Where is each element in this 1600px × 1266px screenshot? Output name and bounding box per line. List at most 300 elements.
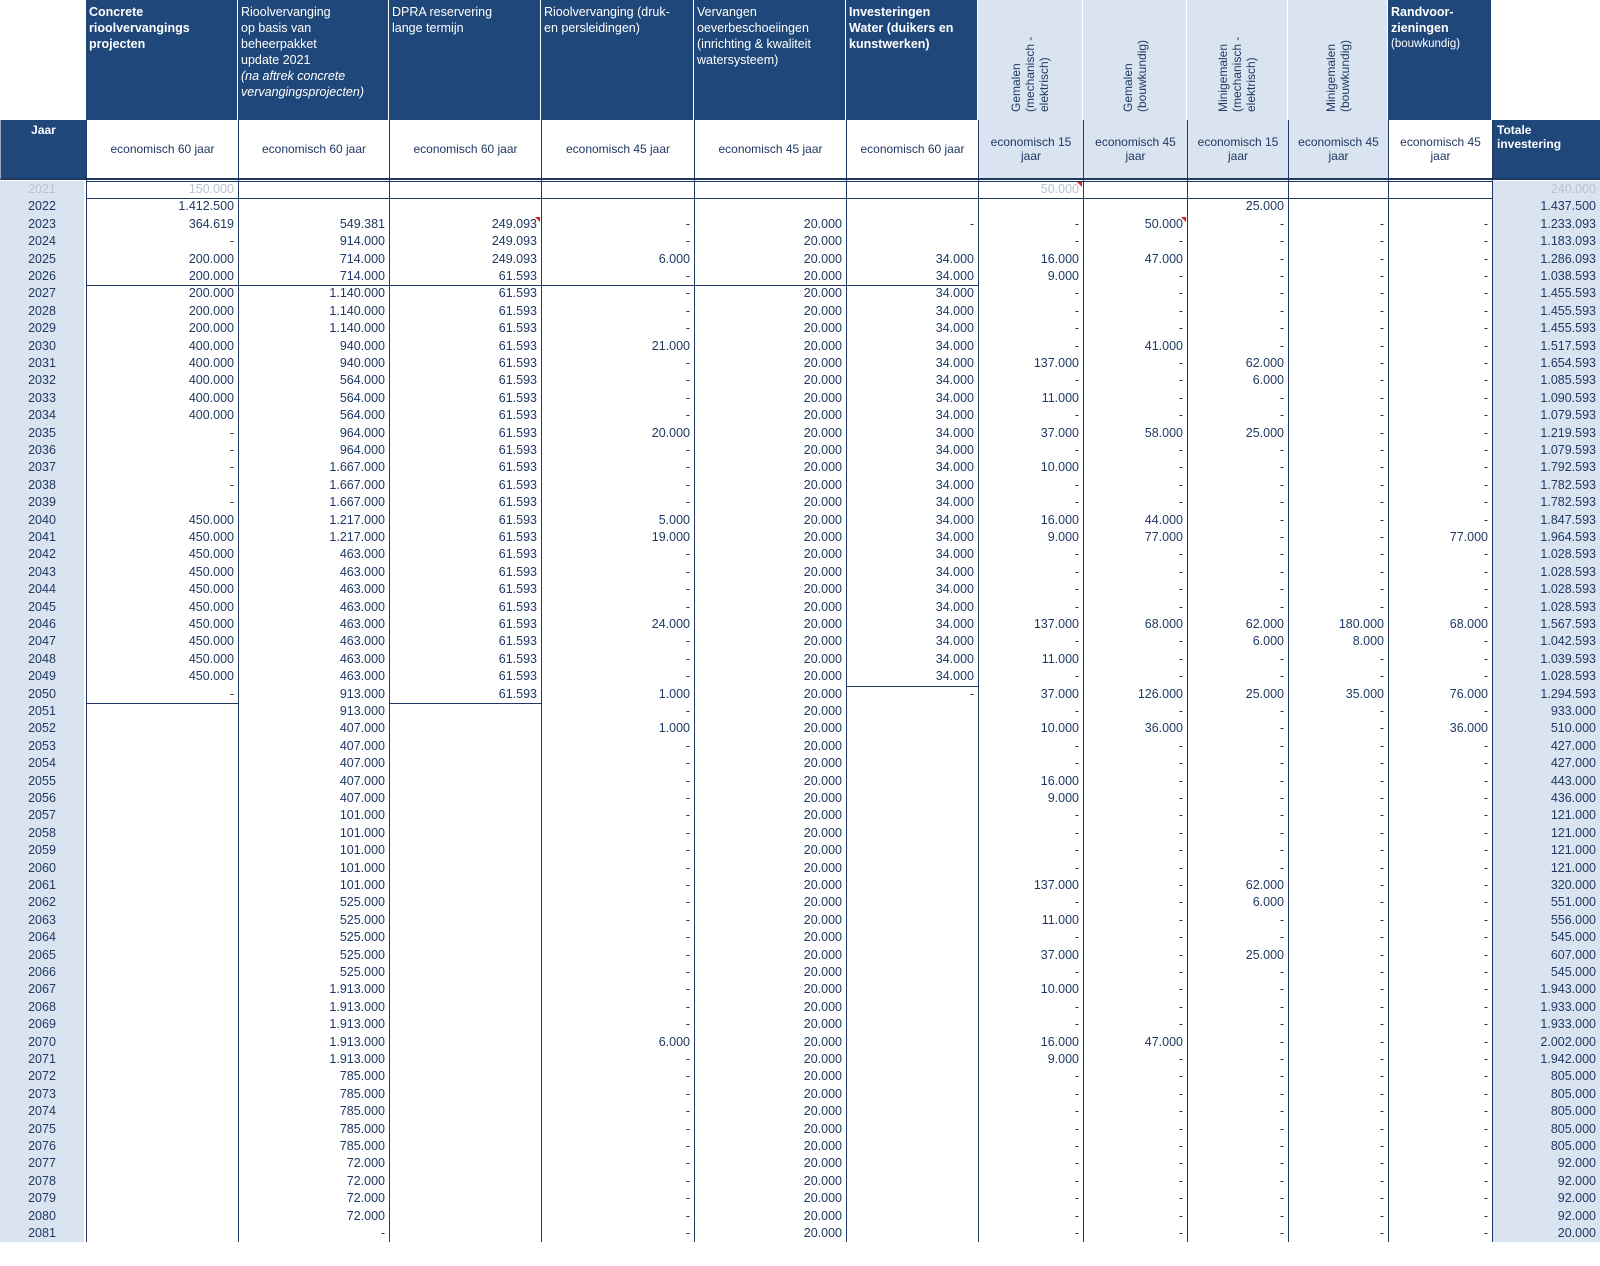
value-cell: 400.000 (188, 356, 234, 370)
value-cell: - (1483, 947, 1488, 962)
value-cell: 940.000 (339, 338, 385, 353)
value-cell: 6.000 (1252, 373, 1284, 388)
value-cell: - (685, 808, 690, 823)
value-cell: 200.000 (188, 269, 234, 283)
value-cell: 525.000 (339, 965, 385, 979)
value-cell: - (1279, 860, 1284, 875)
value-cell: - (1178, 1086, 1183, 1101)
header-line: op basis van (241, 21, 312, 35)
value-cell: 20.000 (803, 669, 842, 684)
value-cell: 61.593 (498, 512, 537, 527)
year-cell: 2037 (0, 459, 84, 476)
header-line: oeverbeschoeiingen (697, 21, 809, 35)
value-cell: 463.000 (339, 634, 385, 649)
value-cell: - (1074, 1086, 1079, 1101)
value-cell: - (1279, 1173, 1284, 1188)
value-cell: - (685, 773, 690, 788)
value-cell: 25.000 (1245, 686, 1284, 701)
value-cell: 200.000 (188, 286, 234, 301)
value-cell: 785.000 (339, 1139, 385, 1153)
value-cell: 21.000 (651, 338, 690, 353)
total-cell: 121.000 (1492, 825, 1600, 842)
value-cell: 11.000 (1041, 912, 1079, 927)
value-cell: 72.000 (346, 1173, 385, 1188)
year-cell: 2061 (0, 877, 84, 894)
year-cell: 2048 (0, 651, 84, 668)
year-cell: 2033 (0, 390, 84, 407)
total-cell: 805.000 (1492, 1103, 1600, 1120)
value-cell: 77.000 (1449, 530, 1488, 544)
value-cell: 50.000 (1040, 182, 1079, 196)
total-cell: 320.000 (1492, 877, 1600, 894)
value-cell: - (1178, 547, 1183, 562)
year-cell: 2054 (0, 755, 84, 772)
grid-line-vertical (238, 120, 239, 1242)
value-cell: 44.000 (1144, 512, 1183, 527)
column-header-vertical-label (1009, 37, 1051, 112)
value-cell: 61.593 (498, 408, 537, 423)
grid-line-vertical (389, 120, 390, 1242)
value-cell: - (685, 216, 690, 231)
value-cell: 463.000 (339, 599, 385, 614)
total-cell: 1.782.593 (1492, 494, 1600, 511)
value-cell: - (685, 443, 690, 457)
year-cell: 2081 (0, 1225, 84, 1242)
value-cell: - (1379, 303, 1384, 318)
value-cell: - (1379, 1173, 1384, 1188)
value-cell: 20.000 (803, 617, 842, 631)
comment-marker (535, 217, 540, 222)
value-cell: - (1279, 825, 1284, 840)
value-cell: - (1379, 930, 1384, 945)
total-cell: 805.000 (1492, 1138, 1600, 1155)
value-cell: - (1178, 1104, 1183, 1119)
value-cell: 463.000 (339, 617, 385, 631)
value-cell: - (1178, 1191, 1183, 1206)
total-cell: 436.000 (1492, 790, 1600, 807)
total-cell: 933.000 (1492, 703, 1600, 720)
value-cell: - (1178, 356, 1183, 370)
value-cell: 20.000 (803, 408, 842, 423)
grid-line-horizontal (86, 198, 1492, 199)
total-cell: 805.000 (1492, 1121, 1600, 1138)
value-cell: 8.000 (1352, 634, 1384, 649)
value-cell: 525.000 (339, 912, 385, 927)
value-cell: - (685, 1226, 690, 1240)
value-cell: 1.667.000 (329, 495, 385, 510)
grid-line-vertical (86, 120, 87, 1242)
total-cell: 1.028.593 (1492, 668, 1600, 685)
value-cell: - (1074, 999, 1079, 1014)
value-cell: - (685, 1069, 690, 1084)
header-line: Gemalen (1009, 63, 1023, 112)
header-line: Randvoor- (1391, 5, 1454, 19)
total-cell: 1.782.593 (1492, 477, 1600, 494)
value-cell: - (1379, 1121, 1384, 1136)
value-cell: 20.000 (803, 512, 842, 527)
total-cell: 545.000 (1492, 929, 1600, 946)
value-cell: - (1379, 1208, 1384, 1223)
value-cell: 47.000 (1144, 251, 1183, 266)
value-cell: 20.000 (803, 999, 842, 1014)
value-cell: - (1483, 651, 1488, 666)
value-cell: - (1178, 947, 1183, 962)
value-cell: - (685, 1121, 690, 1136)
value-cell: - (229, 443, 234, 457)
value-cell: - (1279, 930, 1284, 945)
value-cell: 964.000 (339, 443, 385, 457)
year-cell: 2024 (0, 233, 84, 250)
value-cell: 914.000 (339, 234, 385, 249)
value-cell: 20.000 (803, 756, 842, 771)
value-cell: - (1178, 704, 1183, 718)
header-line: Concrete (89, 5, 144, 19)
grid-line-vertical (694, 120, 695, 1242)
value-cell: - (1074, 599, 1079, 614)
value-cell: - (1483, 791, 1488, 805)
value-cell: - (1379, 547, 1384, 562)
header-line: Rioolvervanging (241, 5, 331, 19)
value-cell: 20.000 (803, 460, 842, 475)
value-cell: 20.000 (803, 425, 842, 440)
value-cell: - (1178, 495, 1183, 510)
year-cell: 2032 (0, 372, 84, 389)
value-cell: 34.000 (935, 303, 974, 318)
value-cell: - (1074, 860, 1079, 875)
value-cell: 20.000 (803, 303, 842, 318)
header-line: (mechanisch - (1023, 36, 1037, 112)
value-cell: 19.000 (651, 530, 690, 544)
value-cell: - (1483, 808, 1488, 823)
value-cell: - (685, 234, 690, 249)
value-cell: - (1483, 878, 1488, 892)
column-header-10 (1288, 0, 1387, 120)
value-cell: - (1483, 460, 1488, 475)
value-cell: - (1483, 912, 1488, 927)
value-cell: - (1178, 1121, 1183, 1136)
value-cell: 407.000 (339, 738, 385, 753)
year-cell: 2075 (0, 1121, 84, 1138)
value-cell: 34.000 (935, 651, 974, 666)
value-cell: 137.000 (1033, 356, 1079, 370)
value-cell: - (1483, 286, 1488, 301)
value-cell: 20.000 (803, 1139, 842, 1153)
value-cell: 34.000 (935, 443, 974, 457)
value-cell: 61.593 (498, 634, 537, 649)
value-cell: - (1074, 1069, 1079, 1084)
value-cell: - (1379, 512, 1384, 527)
value-cell: - (1279, 912, 1284, 927)
year-cell: 2058 (0, 825, 84, 842)
value-cell: - (685, 564, 690, 579)
value-cell: - (1074, 930, 1079, 945)
value-cell: - (1379, 1086, 1384, 1101)
header-line: Minigemalen (1216, 43, 1230, 112)
column-header-1 (86, 0, 237, 120)
value-cell: - (685, 582, 690, 597)
year-cell: 2072 (0, 1068, 84, 1085)
value-cell: 61.593 (498, 390, 537, 405)
header-line: beheerpakket (241, 37, 317, 51)
value-cell: 407.000 (339, 791, 385, 805)
year-cell: 2049 (0, 668, 84, 685)
grid-line-horizontal (86, 181, 1492, 182)
value-cell: 20.000 (803, 1191, 842, 1206)
header-line: Gemalen (1120, 63, 1135, 112)
grid-line-horizontal (389, 703, 541, 704)
value-cell: 61.593 (498, 669, 537, 684)
value-cell: 62.000 (1245, 878, 1284, 892)
value-cell: - (685, 390, 690, 405)
value-cell: 101.000 (339, 860, 385, 875)
value-cell: - (1279, 1104, 1284, 1119)
total-cell: 1.517.593 (1492, 338, 1600, 355)
value-cell: 1.140.000 (329, 303, 385, 318)
value-cell: 34.000 (935, 617, 974, 631)
value-cell: - (1379, 721, 1384, 736)
total-cell: 1.933.000 (1492, 999, 1600, 1016)
value-cell: - (1483, 860, 1488, 875)
value-cell: - (1483, 495, 1488, 510)
value-cell: 1.913.000 (329, 1017, 385, 1032)
value-cell: 20.000 (803, 286, 842, 301)
total-header-line: investering (1497, 137, 1562, 151)
value-cell: - (1178, 773, 1183, 788)
value-cell: - (1178, 1173, 1183, 1188)
value-cell: - (1074, 634, 1079, 649)
column-header-vertical-label (1216, 37, 1258, 112)
column-header-7 (978, 0, 1082, 120)
value-cell: 20.000 (803, 338, 842, 353)
value-cell: - (1483, 338, 1488, 353)
value-cell: 20.000 (803, 390, 842, 405)
year-cell: 2056 (0, 790, 84, 807)
value-cell: - (1379, 808, 1384, 823)
value-cell: 400.000 (188, 390, 234, 405)
subheader-9: economisch 15 jaar (1187, 120, 1288, 180)
year-cell: 2052 (0, 720, 84, 737)
value-cell: 11.000 (1041, 651, 1079, 666)
value-cell: - (685, 460, 690, 475)
value-cell: 20.000 (803, 1121, 842, 1136)
value-cell: - (1279, 460, 1284, 475)
value-cell: - (1379, 425, 1384, 440)
value-cell: 34.000 (935, 477, 974, 492)
value-cell: 20.000 (803, 216, 842, 231)
value-cell: - (685, 930, 690, 945)
value-cell: 200.000 (188, 251, 234, 266)
value-cell: - (1483, 895, 1488, 910)
value-cell: - (1279, 547, 1284, 562)
value-cell: - (1279, 321, 1284, 336)
total-cell: 1.028.593 (1492, 599, 1600, 616)
value-cell: 6.000 (1252, 634, 1284, 649)
value-cell: - (685, 495, 690, 510)
value-cell: - (1279, 251, 1284, 266)
value-cell: - (1074, 303, 1079, 318)
value-cell: - (1379, 234, 1384, 249)
total-cell: 1.567.593 (1492, 616, 1600, 633)
value-cell: - (685, 1052, 690, 1066)
year-cell: 2065 (0, 947, 84, 964)
value-cell: 450.000 (188, 651, 234, 666)
subheader-5: economisch 45 jaar (694, 120, 846, 180)
value-cell: 1.913.000 (329, 999, 385, 1014)
value-cell: - (1178, 390, 1183, 405)
value-cell: 364.619 (188, 216, 234, 231)
value-cell: - (1178, 1139, 1183, 1153)
header-line: elektrisch) (1037, 57, 1051, 112)
value-cell: - (1379, 443, 1384, 457)
value-cell: - (1074, 1017, 1079, 1032)
value-cell: 58.000 (1144, 425, 1183, 440)
value-cell: 61.593 (498, 599, 537, 614)
value-cell: 34.000 (935, 286, 974, 301)
header-line: Minigemalen (1323, 43, 1338, 112)
value-cell: - (685, 356, 690, 370)
value-cell: 1.217.000 (329, 512, 385, 527)
header-line: zieningen (1391, 21, 1449, 35)
value-cell: - (1379, 773, 1384, 788)
total-header-line: Totale (1497, 123, 1532, 137)
value-cell: - (1178, 1156, 1183, 1171)
total-cell: 1.455.593 (1492, 303, 1600, 320)
value-cell: 36.000 (1449, 721, 1488, 736)
value-cell: 400.000 (188, 373, 234, 388)
total-cell: 1.964.593 (1492, 529, 1600, 546)
value-cell: - (1379, 1034, 1384, 1049)
total-cell: 1.028.593 (1492, 546, 1600, 563)
value-cell: 450.000 (188, 547, 234, 562)
value-cell: - (1483, 356, 1488, 370)
value-cell: - (1178, 408, 1183, 423)
value-cell: - (229, 686, 234, 701)
value-cell: - (1178, 373, 1183, 388)
value-cell: 10.000 (1040, 982, 1079, 997)
value-cell: - (1483, 425, 1488, 440)
header-line: (mechanisch - (1230, 36, 1244, 112)
header-line: (bouwkundig) (1134, 39, 1149, 112)
total-cell: 92.000 (1492, 1190, 1600, 1207)
value-cell: - (1483, 564, 1488, 579)
total-cell: 1.942.000 (1492, 1051, 1600, 1068)
value-cell: 61.593 (498, 443, 537, 457)
value-cell: 20.000 (803, 547, 842, 562)
value-cell: 249.093 (491, 251, 537, 266)
value-cell: - (1279, 738, 1284, 753)
value-cell: - (1279, 530, 1284, 544)
value-cell: - (1178, 756, 1183, 771)
value-cell: - (1279, 1086, 1284, 1101)
value-cell: - (1074, 669, 1079, 684)
value-cell: 20.000 (803, 321, 842, 336)
value-cell: - (1074, 234, 1079, 249)
value-cell: 20.000 (803, 269, 842, 283)
column-header-6 (846, 0, 977, 120)
value-cell: 20.000 (803, 704, 842, 718)
value-cell: - (229, 495, 234, 510)
column-header-vertical-label (1121, 40, 1149, 112)
value-cell: 400.000 (188, 338, 234, 353)
value-cell: 785.000 (339, 1121, 385, 1136)
value-cell: 61.593 (498, 651, 537, 666)
value-cell: - (685, 634, 690, 649)
year-cell: 2022 (0, 198, 84, 215)
total-cell: 1.847.593 (1492, 512, 1600, 529)
value-cell: 61.593 (498, 564, 537, 579)
value-cell: - (229, 460, 234, 475)
value-cell: 20.000 (803, 912, 842, 927)
value-cell: - (1279, 965, 1284, 979)
value-cell: 714.000 (339, 251, 385, 266)
value-cell: - (1279, 1191, 1284, 1206)
value-cell: - (1178, 651, 1183, 666)
total-cell: 1.286.093 (1492, 251, 1600, 268)
value-cell: 20.000 (803, 1226, 842, 1240)
value-cell: - (1483, 1121, 1488, 1136)
value-cell: 450.000 (188, 582, 234, 597)
value-cell: 785.000 (339, 1104, 385, 1119)
subheader-3: economisch 60 jaar (389, 120, 541, 180)
value-cell: - (1074, 477, 1079, 492)
year-cell: 2021 (0, 181, 84, 198)
total-cell: 551.000 (1492, 894, 1600, 911)
value-cell: 77.000 (1144, 530, 1183, 544)
value-cell: - (1279, 756, 1284, 771)
value-cell: 34.000 (935, 547, 974, 562)
value-cell: - (685, 982, 690, 997)
value-cell: 61.593 (498, 547, 537, 562)
year-cell: 2069 (0, 1016, 84, 1033)
value-cell: 785.000 (339, 1069, 385, 1084)
value-cell: 180.000 (1338, 617, 1384, 631)
value-cell: - (1483, 1052, 1488, 1066)
value-cell: 20.000 (803, 1208, 842, 1223)
total-cell: 1.039.593 (1492, 651, 1600, 668)
value-cell: - (1379, 860, 1384, 875)
value-cell: 34.000 (935, 512, 974, 527)
value-cell: - (1279, 1121, 1284, 1136)
value-cell: - (1483, 669, 1488, 684)
total-cell: 1.090.593 (1492, 390, 1600, 407)
value-cell: 940.000 (339, 356, 385, 370)
value-cell: - (1178, 895, 1183, 910)
total-cell: 556.000 (1492, 912, 1600, 929)
value-cell: 62.000 (1245, 356, 1284, 370)
year-cell: 2025 (0, 251, 84, 268)
value-cell: - (1379, 982, 1384, 997)
value-cell: 1.140.000 (329, 321, 385, 336)
total-cell: 510.000 (1492, 720, 1600, 737)
value-cell: 9.000 (1047, 530, 1079, 544)
value-cell: - (1074, 1104, 1079, 1119)
value-cell: - (1379, 564, 1384, 579)
value-cell: 61.593 (498, 686, 537, 701)
value-cell: - (1074, 564, 1079, 579)
year-cell: 2053 (0, 738, 84, 755)
value-cell: - (685, 738, 690, 753)
header-line: lange termijn (392, 21, 464, 35)
year-cell: 2023 (0, 216, 84, 233)
value-cell: - (1279, 477, 1284, 492)
value-cell: 20.000 (803, 738, 842, 753)
value-cell: - (1483, 843, 1488, 858)
value-cell: - (1074, 1226, 1079, 1240)
value-cell: 50.000 (1144, 216, 1183, 231)
subheader-2: economisch 60 jaar (238, 120, 389, 180)
value-cell: - (685, 895, 690, 910)
total-cell: 1.079.593 (1492, 442, 1600, 459)
